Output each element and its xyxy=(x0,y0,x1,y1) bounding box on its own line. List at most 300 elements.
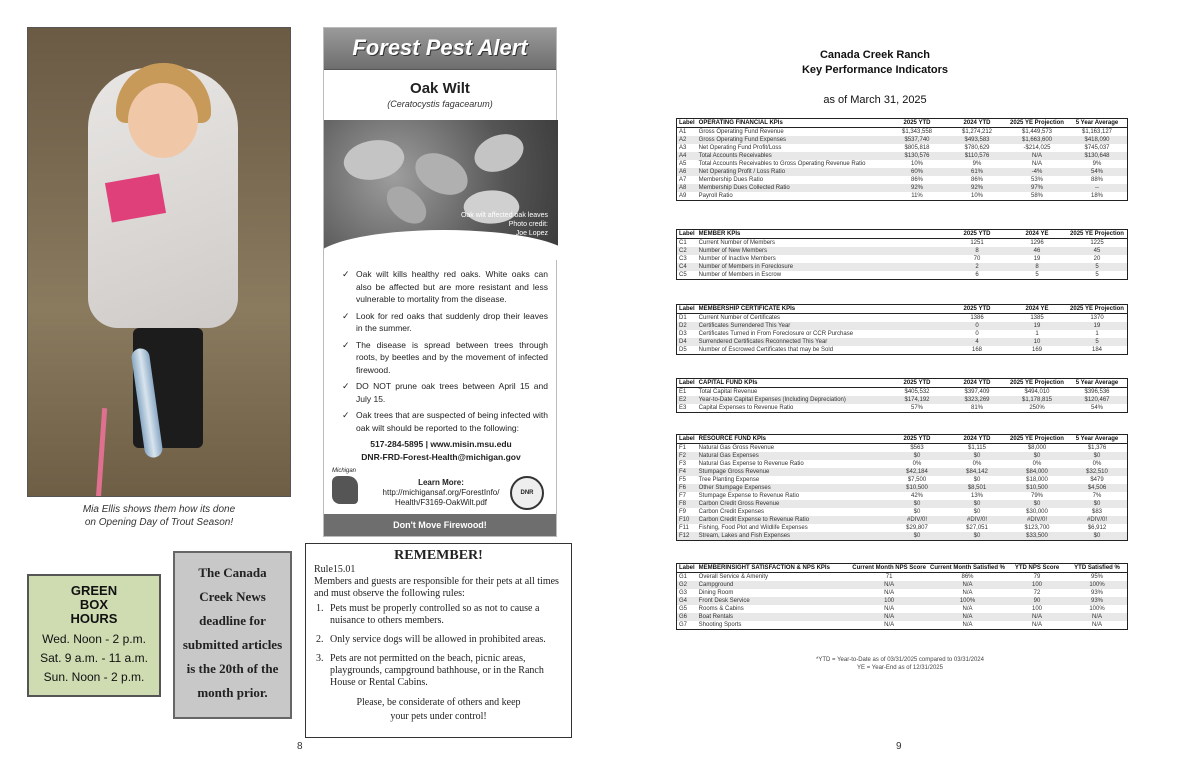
table-cell: $493,583 xyxy=(947,136,1007,144)
table-cell: -$214,025 xyxy=(1023,145,1051,151)
table-cell: 169 xyxy=(1031,347,1042,353)
table-cell: $18,000 xyxy=(1026,477,1048,483)
table-cell: #DIV/0! xyxy=(887,516,947,524)
table-cell: $1,376 xyxy=(1087,445,1107,451)
table-row xyxy=(677,573,1127,582)
table-cell: 86% xyxy=(970,177,983,183)
table-cell: $30,000 xyxy=(1026,509,1048,515)
table-cell: 1370 xyxy=(1090,315,1104,321)
table-cell: N/A xyxy=(962,590,973,596)
table-cell: Current Number of Members xyxy=(698,240,776,246)
table-cell: N/A xyxy=(928,613,1007,621)
table-cell: D5 xyxy=(679,347,687,353)
table-cell: Certificates Surrendered This Year xyxy=(697,322,947,330)
table-cell: $418,090 xyxy=(1067,136,1127,144)
table-cell: 93% xyxy=(1090,590,1103,596)
table-cell: Fishing, Food Plot and Wildlife Expenses xyxy=(698,525,808,531)
table-cell: 1386 xyxy=(970,315,984,321)
column-header: Label xyxy=(679,436,695,442)
table-cell: N/A xyxy=(1091,622,1102,628)
table-cell: 92% xyxy=(947,184,1007,192)
column-header: MEMBERINSIGHT SATISFACTION & NPS KPIs xyxy=(697,564,851,573)
table-cell: $0 xyxy=(887,532,947,540)
table-cell: 100 xyxy=(850,597,928,605)
table-cell: Front Desk Service xyxy=(697,597,851,605)
alert-bullet: ✓ The disease is spread between trees through roots, by beetles and by the movement of infected firewood. xyxy=(342,339,548,377)
table-cell: Net Operating Profit / Loss Ratio xyxy=(697,168,887,176)
table-row xyxy=(677,524,1127,532)
alert-bullet: ✓ DO NOT prune oak trees between April 15 and July 15. xyxy=(342,380,548,405)
table-row xyxy=(677,581,1127,589)
table-cell: 93% xyxy=(1067,597,1127,605)
table-cell: Carbon Credit Expense to Revenue Ratio xyxy=(697,516,887,524)
table-cell: Carbon Credit Gross Revenue xyxy=(697,500,887,508)
table-row xyxy=(677,346,1127,354)
table-cell: 0% xyxy=(912,461,922,467)
table-row xyxy=(677,468,1127,476)
table-cell: D3 xyxy=(679,331,687,337)
table-cell: $1,163,127 xyxy=(1081,129,1113,135)
column-header: 2025 YE Projection xyxy=(1007,119,1067,128)
table-row xyxy=(677,255,1127,263)
table-cell: $130,648 xyxy=(1067,152,1127,160)
table-cell: Capital Expenses to Revenue Ratio xyxy=(698,405,794,411)
column-header: MEMBERSHIP CERTIFICATE KPIs xyxy=(697,305,947,314)
table-cell: G7 xyxy=(679,622,688,628)
table-cell: 184 xyxy=(1091,347,1102,353)
table-cell: Natural Gas Expenses xyxy=(697,452,887,460)
table-cell: $110,576 xyxy=(947,152,1007,160)
table-cell: $0 xyxy=(973,477,981,483)
forest-pest-alert xyxy=(323,27,557,537)
table-cell: $6,912 xyxy=(1087,525,1107,531)
column-header: Current Month NPS Score xyxy=(852,565,926,571)
table-row xyxy=(677,144,1127,152)
table-row xyxy=(677,330,1127,338)
column-header: RESOURCE FUND KPIs xyxy=(697,435,887,444)
table-cell: C1 xyxy=(679,240,687,246)
table-cell: G5 xyxy=(679,606,688,612)
column-header: Label xyxy=(679,231,695,237)
table-cell: 1251 xyxy=(970,240,984,246)
table-row xyxy=(677,314,1127,323)
table-cell: N/A xyxy=(962,622,973,628)
table-cell: 92% xyxy=(887,184,947,192)
column-header: 2024 YTD xyxy=(947,119,1007,128)
table-cell: 81% xyxy=(970,405,983,411)
table-cell: 72 xyxy=(1033,590,1041,596)
table-cell: -4% xyxy=(1007,168,1067,176)
table-cell: $0 xyxy=(947,500,1007,508)
table-cell: F9 xyxy=(679,509,687,515)
table-cell: $537,740 xyxy=(887,136,947,144)
table-cell: N/A xyxy=(884,606,895,612)
table-cell: $323,269 xyxy=(947,396,1007,404)
table-cell: $1,178,815 xyxy=(1007,396,1067,404)
table-cell: 46 xyxy=(1007,247,1067,255)
table-row xyxy=(677,621,1127,629)
table-cell: Gross Operating Fund Expenses xyxy=(697,136,887,144)
table-cell: 70 xyxy=(973,256,981,262)
table-cell: Dining Room xyxy=(698,590,734,596)
table-row xyxy=(677,597,1127,605)
table-cell: $10,500 xyxy=(1007,484,1067,492)
rule-item: 2. Only service dogs will be allowed in prohibited areas. xyxy=(326,634,563,646)
table-cell: $0 xyxy=(947,452,1007,460)
table-cell: $0 xyxy=(947,532,1007,540)
table-cell: 20 xyxy=(1093,256,1101,262)
column-header: 2025 YTD xyxy=(947,305,1007,314)
table-cell: 8 xyxy=(1007,263,1067,271)
column-header: 2025 YE Projection xyxy=(1007,435,1067,444)
table-cell: 95% xyxy=(1090,574,1103,580)
table-cell: Payroll Ratio xyxy=(698,193,733,199)
table-cell: 100% xyxy=(928,597,1007,605)
kpi-table-resource xyxy=(676,434,1128,541)
table-cell: 42% xyxy=(910,493,923,499)
table-cell: $1,274,212 xyxy=(961,129,993,135)
table-cell: $174,192 xyxy=(887,396,947,404)
table-cell: $0 xyxy=(1067,500,1127,508)
dnr-seal: DNR xyxy=(510,476,544,510)
table-cell: Certificates Turned in From Foreclosure or CCR Purchase xyxy=(698,331,854,337)
table-cell: 19 xyxy=(1007,322,1067,330)
table-cell: $397,409 xyxy=(964,389,990,395)
table-cell: Surrendered Certificates Reconnected This Year xyxy=(697,338,947,346)
photo-caption: Mia Ellis shows them how its done on Opening Day of Trout Season! xyxy=(82,504,236,528)
table-cell: $84,000 xyxy=(1007,468,1067,476)
column-header: Label xyxy=(679,565,695,571)
table-cell: $8,000 xyxy=(1027,445,1047,451)
table-row xyxy=(677,492,1127,500)
kpi-title: Canada Creek Ranch Key Performance Indicators xyxy=(801,49,949,76)
table-cell: $130,576 xyxy=(887,152,947,160)
news-deadline-box: The Canada Creek News deadline for submitted articles is the 20th of the month prior. xyxy=(173,551,292,719)
table-cell: 1 xyxy=(1095,331,1099,337)
table-cell: 57% xyxy=(910,405,923,411)
table-row xyxy=(677,396,1127,404)
table-cell: Campground xyxy=(697,581,851,589)
table-cell: $805,818 xyxy=(904,145,930,151)
alert-bullet: ✓ Oak wilt kills healthy red oaks. White oaks can also be affected but are more resistant and less vulnerable to mortality from the disease. xyxy=(342,268,548,306)
table-row xyxy=(677,508,1127,516)
table-cell: 90 xyxy=(1007,597,1067,605)
michigan-logo: Michigan xyxy=(332,468,370,512)
table-cell: $563 xyxy=(910,445,924,451)
table-row xyxy=(677,605,1127,613)
table-cell: F4 xyxy=(677,468,697,476)
table-cell: 250% xyxy=(1029,405,1045,411)
table-row xyxy=(677,338,1127,346)
table-cell: N/A xyxy=(1007,152,1067,160)
table-cell: 19 xyxy=(1033,256,1041,262)
column-header: 2024 YTD xyxy=(947,435,1007,444)
table-cell: $396,536 xyxy=(1084,389,1110,395)
table-cell: $0 xyxy=(913,509,921,515)
column-header: 2025 YTD xyxy=(887,435,947,444)
table-cell: F1 xyxy=(679,445,687,451)
green-box-hours: GREEN BOX HOURS Wed. Noon - 2 p.m. Sat. 9 a.m. - 11 a.m. Sun. Noon - 2 p.m. xyxy=(27,574,161,697)
table-cell: Membership Dues Collected Ratio xyxy=(697,184,887,192)
table-cell: F7 xyxy=(679,493,687,499)
table-cell: $0 xyxy=(1007,452,1067,460)
table-cell: G3 xyxy=(679,590,688,596)
table-cell: N/A xyxy=(1031,622,1042,628)
table-row xyxy=(677,239,1127,248)
table-cell: Rooms & Cabins xyxy=(698,606,744,612)
table-cell: Gross Operating Fund Revenue xyxy=(698,129,784,135)
trout-photo xyxy=(27,27,291,497)
table-cell: A3 xyxy=(679,145,687,151)
table-cell: 61% xyxy=(947,168,1007,176)
kpi-footnote: *YTD = Year-to-Date as of 03/31/2025 compared to 03/31/2024 YE = Year-End as of 12/31/2025 xyxy=(816,657,984,671)
table-cell: 54% xyxy=(1090,405,1103,411)
table-cell: 1385 xyxy=(1030,315,1044,321)
table-row xyxy=(677,271,1127,279)
table-row xyxy=(677,136,1127,144)
table-cell: Stumpage Expense to Revenue Ratio xyxy=(698,493,800,499)
table-cell: 1296 xyxy=(1030,240,1044,246)
table-cell: 88% xyxy=(1090,177,1103,183)
table-cell: 7% xyxy=(1092,493,1102,499)
table-cell: 5 xyxy=(1067,263,1127,271)
table-cell: Number of Members in Escrow xyxy=(698,272,782,278)
table-cell: A5 xyxy=(679,161,687,167)
table-cell: $1,343,558 xyxy=(901,129,933,135)
alert-bullet: ✓ Oak trees that are suspected of being infected with oak wilt should be reported to the following: xyxy=(342,409,548,434)
table-row xyxy=(677,192,1127,200)
table-cell: Number of Escrowed Certificates that may be Sold xyxy=(698,347,834,353)
page-number-8: 8 xyxy=(297,741,303,752)
table-cell: A9 xyxy=(679,193,687,199)
table-cell: N/A xyxy=(1007,613,1067,621)
table-cell: F6 xyxy=(677,484,697,492)
table-cell: 97% xyxy=(1007,184,1067,192)
table-cell: 5 xyxy=(1035,272,1039,278)
alert-bullets xyxy=(342,268,548,438)
table-cell: $83 xyxy=(1091,509,1102,515)
table-cell: N/A xyxy=(1067,613,1127,621)
table-cell: $7,500 xyxy=(907,477,927,483)
table-row xyxy=(677,388,1127,397)
column-header: 2025 YE Projection xyxy=(1067,230,1127,239)
table-cell: Total Capital Revenue xyxy=(698,389,758,395)
table-row xyxy=(677,184,1127,192)
alert-header: Forest Pest Alert xyxy=(324,28,556,70)
column-header: 2024 YE xyxy=(1007,305,1067,314)
table-cell: Carbon Credit Expenses xyxy=(698,509,765,515)
table-cell: F3 xyxy=(679,461,687,467)
table-cell: A7 xyxy=(679,177,687,183)
table-cell: 0% xyxy=(1092,461,1102,467)
table-header-row xyxy=(677,379,1127,388)
table-cell: 0% xyxy=(972,461,982,467)
table-cell: 13% xyxy=(970,493,983,499)
table-row xyxy=(677,476,1127,484)
table-cell: $29,807 xyxy=(906,525,928,531)
table-cell: Shooting Sports xyxy=(698,622,742,628)
table-cell: $32,510 xyxy=(1067,468,1127,476)
table-row xyxy=(677,404,1127,412)
column-header: 5 Year Average xyxy=(1067,379,1127,388)
table-cell: A6 xyxy=(677,168,697,176)
table-cell: Boat Rentals xyxy=(697,613,851,621)
table-cell: 4 xyxy=(947,338,1007,346)
table-cell: 5 xyxy=(1067,338,1127,346)
table-cell: 71 xyxy=(885,574,893,580)
column-header: 2025 YTD xyxy=(947,230,1007,239)
column-header: Label xyxy=(679,120,695,126)
column-header: 5 Year Average xyxy=(1067,435,1127,444)
column-header: 2025 YE Projection xyxy=(1067,305,1127,314)
table-cell: Total Accounts Receivables to Gross Operating Revenue Ratio xyxy=(698,161,866,167)
table-cell: N/A xyxy=(850,613,928,621)
table-row xyxy=(677,247,1127,255)
table-cell: 10% xyxy=(970,193,983,199)
table-cell: $1,663,600 xyxy=(1007,136,1067,144)
table-row xyxy=(677,263,1127,271)
kpi-table-member xyxy=(676,229,1128,280)
table-cell: Year-to-Date Capital Expenses (Including Depreciation) xyxy=(697,396,887,404)
table-row xyxy=(677,152,1127,160)
table-cell: $1,115 xyxy=(968,445,986,451)
table-cell: $0 xyxy=(973,509,981,515)
table-cell: $27,051 xyxy=(966,525,988,531)
table-cell: C2 xyxy=(677,247,697,255)
alert-latin: (Ceratocystis fagacearum) xyxy=(387,99,493,109)
table-cell: 10 xyxy=(1007,338,1067,346)
table-cell: C5 xyxy=(679,272,687,278)
table-cell: N/A xyxy=(884,622,895,628)
table-cell: 6 xyxy=(975,272,979,278)
table-cell: F2 xyxy=(677,452,697,460)
table-cell: 58% xyxy=(1030,193,1043,199)
table-cell: 0 xyxy=(947,322,1007,330)
table-cell: F11 xyxy=(679,525,689,531)
table-cell: 100 xyxy=(1007,581,1067,589)
table-row xyxy=(677,516,1127,524)
table-cell: $8,501 xyxy=(947,484,1007,492)
table-cell: $4,506 xyxy=(1067,484,1127,492)
rule-item: 1. Pets must be properly controlled so as not to cause a nuisance to others members. xyxy=(326,603,563,627)
learn-more: Learn More: http://michigansaf.org/ForestInfo/ Health/F3169-OakWilt.pdf xyxy=(382,478,500,507)
table-cell: 19 xyxy=(1067,322,1127,330)
table-cell: D1 xyxy=(679,315,687,321)
table-cell: N/A xyxy=(962,606,973,612)
table-cell: $42,184 xyxy=(887,468,947,476)
table-cell: Total Accounts Receivables xyxy=(697,152,887,160)
table-cell: $745,037 xyxy=(1084,145,1110,151)
table-cell: C3 xyxy=(679,256,687,262)
table-cell: N/A xyxy=(928,581,1007,589)
table-cell: $1,449,573 xyxy=(1021,129,1053,135)
table-cell: Stumpage Gross Revenue xyxy=(697,468,887,476)
table-cell: Current Number of Certificates xyxy=(698,315,781,321)
table-cell: 79% xyxy=(1030,493,1043,499)
table-row xyxy=(677,613,1127,621)
column-header: Label xyxy=(679,306,695,312)
alert-footer: Don't Move Firewood! xyxy=(324,514,556,536)
alert-contact: 517-284-5895 | www.misin.msu.edu DNR-FRD-Forest-Health@michigan.gov xyxy=(361,439,521,462)
column-header: OPERATING FINANCIAL KPIs xyxy=(697,119,887,128)
table-cell: G6 xyxy=(677,613,697,621)
table-cell: 100 xyxy=(1031,606,1042,612)
table-cell: $33,500 xyxy=(1007,532,1067,540)
table-cell: Natural Gas Expense to Revenue Ratio xyxy=(698,461,804,467)
table-row xyxy=(677,444,1127,453)
rule-intro: Members and guests are responsible for their pets at all times and must observe the following rules: xyxy=(314,576,559,599)
rule-item: 3. Pets are not permitted on the beach, picnic areas, playgrounds, campground bathhouse, or in the Ranch House or Rental Cabins. xyxy=(326,653,563,689)
table-cell: 11% xyxy=(911,193,923,199)
table-row xyxy=(677,168,1127,176)
table-cell: C4 xyxy=(677,263,697,271)
table-cell: 60% xyxy=(887,168,947,176)
table-cell: $494,010 xyxy=(1024,389,1050,395)
table-header-row xyxy=(677,564,1127,573)
table-cell: Other Stumpage Expenses xyxy=(697,484,887,492)
column-header: YTD Satisfied % xyxy=(1067,564,1127,573)
page-number-9: 9 xyxy=(896,741,902,752)
kpi-table-satisfaction xyxy=(676,563,1128,630)
column-header: 2025 YE Projection xyxy=(1007,379,1067,388)
table-cell: Net Operating Fund Profit/Loss xyxy=(698,145,782,151)
table-cell: 0% xyxy=(1032,461,1042,467)
alert-title: Oak Wilt xyxy=(410,80,470,97)
table-cell: A8 xyxy=(677,184,697,192)
table-cell: A4 xyxy=(677,152,697,160)
table-cell: -- xyxy=(1067,184,1127,192)
table-cell: 100% xyxy=(1067,581,1127,589)
table-cell: 86% xyxy=(961,574,974,580)
table-cell: E2 xyxy=(677,396,697,404)
remember-title: REMEMBER! xyxy=(394,548,483,563)
table-cell: Tree Planting Expense xyxy=(698,477,760,483)
table-cell: 54% xyxy=(1067,168,1127,176)
table-row xyxy=(677,532,1127,540)
kpi-table-operating xyxy=(676,118,1128,201)
table-cell: Natural Gas Gross Revenue xyxy=(698,445,775,451)
table-cell: 79 xyxy=(1033,574,1041,580)
table-cell: Membership Dues Ratio xyxy=(698,177,764,183)
table-cell: G1 xyxy=(679,574,688,580)
column-header: MEMBER KPIs xyxy=(697,230,947,239)
kpi-as-of: as of March 31, 2025 xyxy=(823,94,927,106)
column-header: 2024 YTD xyxy=(947,379,1007,388)
table-cell: F12 xyxy=(677,532,697,540)
column-header: 2025 YTD xyxy=(887,379,947,388)
table-header-row xyxy=(677,230,1127,239)
table-cell: $0 xyxy=(887,500,947,508)
table-row xyxy=(677,500,1127,508)
table-row xyxy=(677,128,1127,137)
table-row xyxy=(677,322,1127,330)
kpi-table-certificate xyxy=(676,304,1128,355)
table-cell: A1 xyxy=(679,129,687,135)
column-header: 2024 YE xyxy=(1007,230,1067,239)
table-cell: E1 xyxy=(679,389,687,395)
table-cell: $780,629 xyxy=(964,145,990,151)
table-cell: G4 xyxy=(677,597,697,605)
oak-leaves-photo: Oak wilt affected oak leaves Photo credit: Joe Lopez xyxy=(324,120,558,260)
table-cell: $0 xyxy=(1007,500,1067,508)
column-header: CAPITAL FUND KPIs xyxy=(697,379,887,388)
table-cell: #DIV/0! xyxy=(947,516,1007,524)
table-cell: $84,142 xyxy=(947,468,1007,476)
table-cell: D2 xyxy=(677,322,697,330)
column-header: 2025 YTD xyxy=(887,119,947,128)
table-cell: $0 xyxy=(1067,532,1127,540)
table-cell: N/A xyxy=(1031,161,1042,167)
